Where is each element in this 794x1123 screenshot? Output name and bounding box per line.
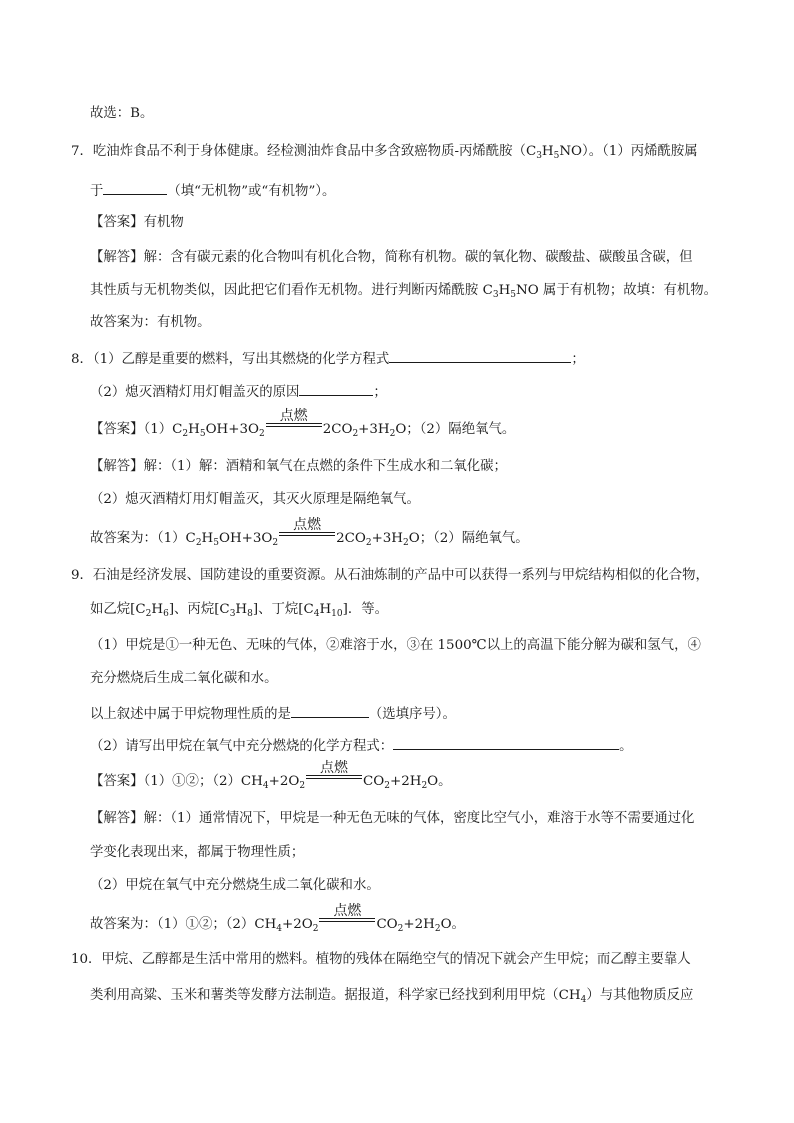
reaction-condition: 点燃 [266,419,322,433]
answer-blank[interactable] [389,348,571,363]
final-answer-line: 故答案为：$(1)C_2H_5OH+3O_2$ 点燃 $2CO_2+3H_2O$；（2）隔绝氧气。 [90,517,529,548]
question-10-line-2: 类利用高粱、玉米和薯类等发酵方法制造。据报道，科学家已经找到利用甲烷$(CH_4)$与其他物质反应 [90,988,694,1005]
explanation-line: （2）甲烷在氧气中充分燃烧生成二氧化碳和水。 [90,878,380,893]
explanation-line: 【解答】解：（1）通常情况下，甲烷是一种无色无味的气体，密度比空气小，难溶于水等不需要通过化 [90,811,695,826]
reaction-condition: 点燃 [319,914,375,928]
explanation-line: 【解答】解：（1）解：酒精和氧气在点燃的条件下生成水和二氧化碳； [90,459,507,474]
answer-blank[interactable] [299,381,373,396]
question-9-line-6: （2）请写出甲烷在氧气中充分燃烧的化学方程式： 。 [90,735,633,757]
question-8-line-1: 8．（1）乙醇是重要的燃料，写出其燃烧的化学方程式 ； [71,348,585,370]
question-9-line-2: 如乙烷$[C_2H_6]$、丙烷$[C_3H_8]$、丁烷$[C_4H_{10}]$．等。 [90,602,388,619]
question-9-line-4: 充分燃烧后生成二氧化碳和水。 [90,671,278,686]
question-9-line-3: （1）甲烷是①一种无色、无味的气体，②难溶于水，③在 1500℃以上的高温下能分解为碳和氢气，④ [90,638,701,653]
reaction-condition: 点燃 [279,528,335,542]
answer-blank[interactable] [103,180,167,195]
question-7-line-1: 7．吃油炸食品不利于身体健康。经检测油炸食品中多含致癌物质-丙烯酰胺$(C_3H_5NO)$。（1）丙烯酰胺属 [71,144,698,161]
final-answer-line: 故答案为：有机物。 [90,315,211,330]
question-9-line-5: 以上叙述中属于甲烷物理性质的是 （选填序号）。 [90,703,456,725]
question-8-line-2: （2）熄灭酒精灯用灯帽盖灭的原因 ； [90,381,387,403]
answer-line: 【答案】（1）①②；$(2)CH_4+2O_2$ 点燃 $CO_2+2H_2O$。 [90,760,452,791]
explanation-line: 学变化表现出来，都属于物理性质； [90,845,305,860]
explanation-line: 【解答】解：含有碳元素的化合物叫有机化合物，简称有机物。碳的氧化物、碳酸盐、碳酸虽含碳，但 [90,250,693,265]
explanation-line: （2）熄灭酒精灯用灯帽盖灭，其灭火原理是隔绝氧气。 [90,492,420,507]
answer-line: 【答案】有机物 [90,215,184,230]
question-7-line-2: 于 （填“无机物”或“有机物”）。 [90,180,335,202]
final-answer-line: 故答案为：（1）①②；$(2)CH_4+2O_2$ 点燃 $CO_2+2H_2O$。 [90,903,465,934]
answer-blank[interactable] [291,703,369,718]
text-line: 故选：B。 [90,106,154,121]
answer-line: 【答案】$(1)C_2H_5OH+3O_2$ 点燃 $2CO_2+3H_2O$；（2）隔绝氧气。 [90,408,516,439]
reaction-condition: 点燃 [306,771,362,785]
answer-blank[interactable] [393,735,619,750]
question-10-line-1: 10．甲烷、乙醇都是生活中常用的燃料。植物的残体在隔绝空气的情况下就会产生甲烷；而乙醇主要靠人 [71,952,691,967]
explanation-line: 其性质与无机物类似，因此把它们看作无机物。进行判断丙烯酰胺 $C_3H_5NO$ 属于有机物；故填：有机物。 [90,283,718,300]
question-9-line-1: 9．石油是经济发展、国防建设的重要资源。从石油炼制的产品中可以获得一系列与甲烷结构相似的化合物， [71,568,709,583]
